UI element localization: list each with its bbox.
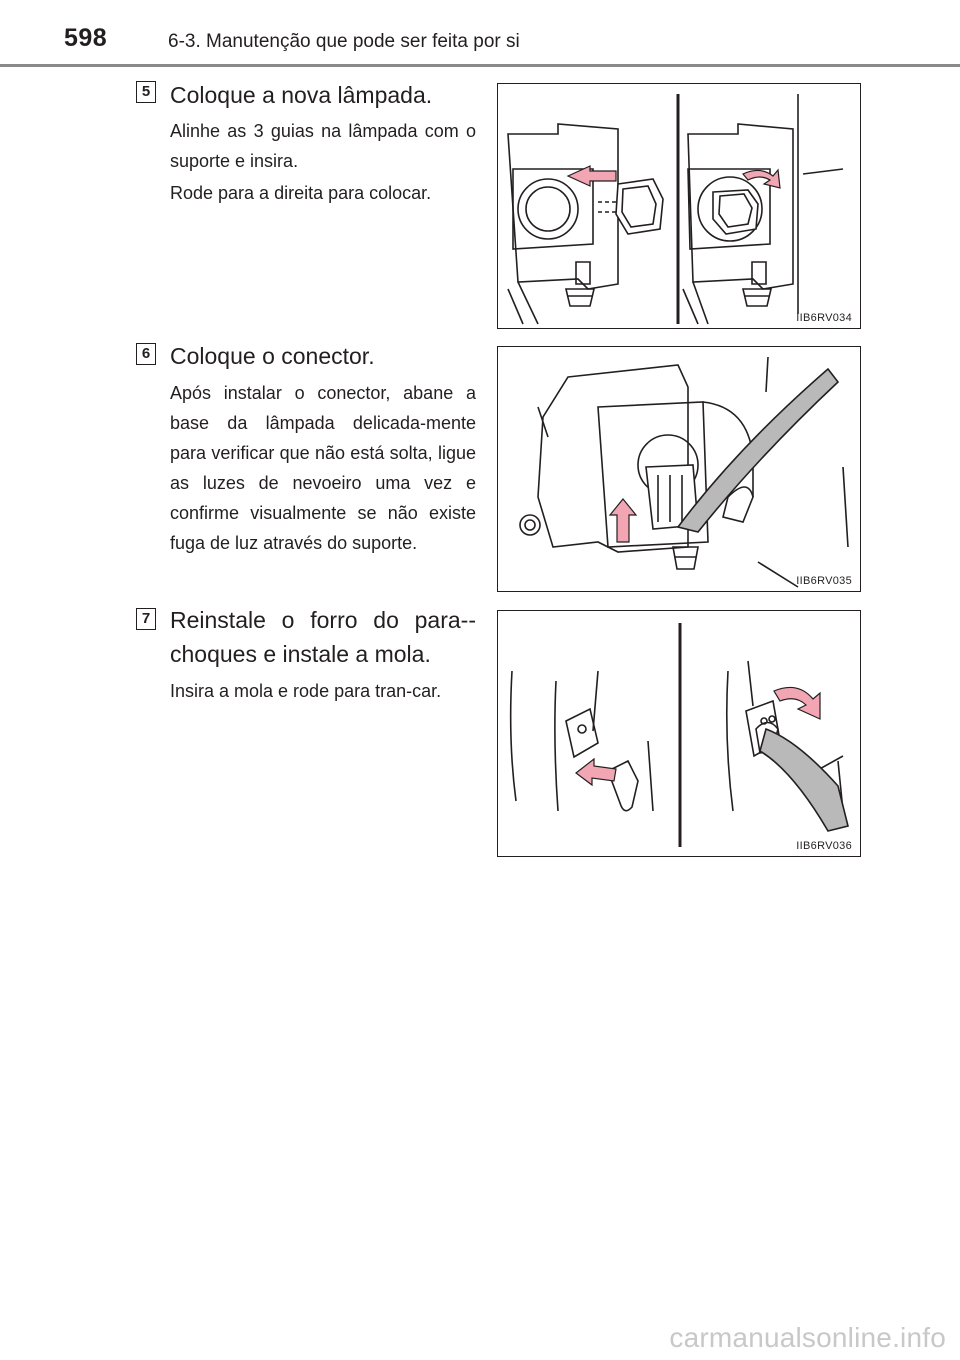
step-number-badge: 5 (136, 81, 156, 103)
figure-connector-install (497, 346, 861, 592)
step-paragraph: Insira a mola e rode para tran-car. (170, 681, 442, 701)
step-paragraph: Após instalar o conector, abane a base da lâmpada delicada-mente para verificar que não está solta, ligue as luzes de nevoeiro uma vez e confirme visualmente se não existe fuga de luz através do suporte. (170, 383, 476, 553)
page-number: 598 (64, 24, 108, 52)
bulb-install-illustration (498, 84, 862, 330)
figure-code: IIB6RV035 (796, 575, 852, 587)
step-paragraph: Rode para a direita para colocar. (170, 183, 432, 203)
section-title: 6-3. Manutenção que pode ser feita por si (168, 31, 520, 52)
clip-install-illustration (498, 611, 862, 858)
step-title: Reinstale o forro do para--choques e instale a mola. (170, 607, 476, 667)
figure-clip-install (497, 610, 861, 857)
step-title: Coloque o conector. (170, 343, 375, 369)
figure-code: IIB6RV036 (796, 840, 852, 852)
step-body (170, 378, 476, 560)
connector-install-illustration (498, 347, 862, 593)
figure-code: IIB6RV034 (796, 312, 852, 324)
header-rule (0, 64, 960, 67)
step-number-badge: 7 (136, 608, 156, 630)
step-body (170, 116, 476, 210)
step-paragraph: Alinhe as 3 guias na lâmpada com o suporte e insira. (170, 121, 476, 171)
step-number-badge: 6 (136, 343, 156, 365)
figure-bulb-install (497, 83, 861, 329)
watermark: carmanualsonline.info (669, 1322, 946, 1353)
step-body (170, 676, 476, 708)
step-title: Coloque a nova lâmpada. (170, 82, 433, 108)
